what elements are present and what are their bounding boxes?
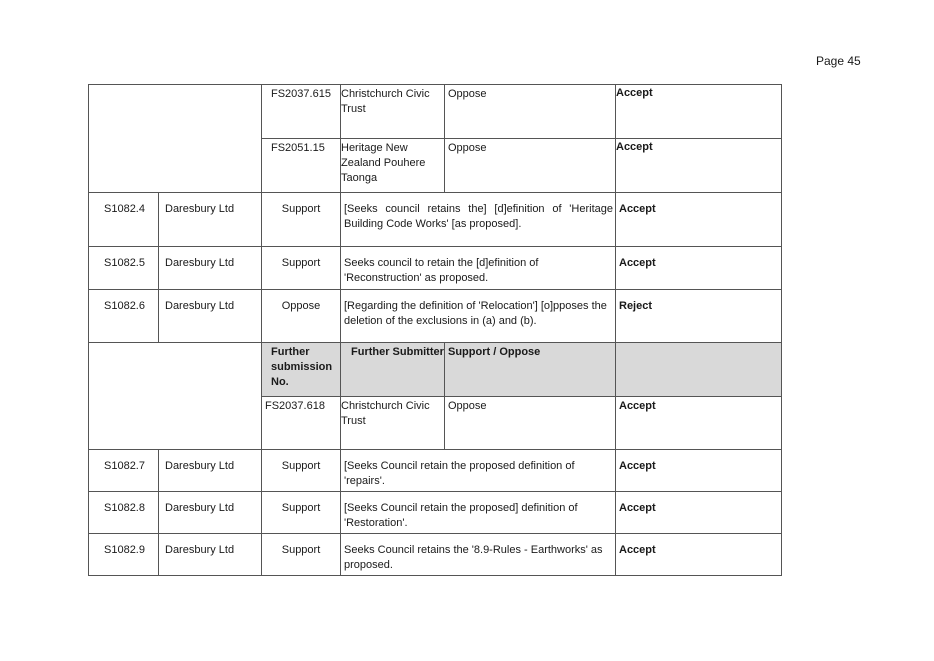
submitter-name: Daresbury Ltd	[159, 193, 262, 247]
submission-summary: [Seeks council retains the] [d]efinition of 'Heritage Building Code Works' [as proposed].	[341, 193, 616, 247]
submission-id: S1082.5	[89, 247, 159, 290]
submission-summary: Seeks council to retain the [d]efinition of 'Reconstruction' as proposed.	[341, 247, 616, 290]
decision: Accept	[616, 397, 782, 450]
header-support-oppose: Support / Oppose	[445, 343, 616, 397]
submissions-table	[88, 84, 782, 576]
submission-summary: Seeks Council retains the '8.9-Rules - Earthworks' as proposed.	[341, 534, 616, 576]
submission-id: S1082.4	[89, 193, 159, 247]
submission-position: Support	[262, 247, 341, 290]
blank-cell	[89, 343, 262, 450]
decision: Accept	[616, 450, 782, 492]
decision: Accept	[616, 492, 782, 534]
submission-row	[89, 290, 782, 343]
submission-position: Support	[262, 534, 341, 576]
submitter-name: Daresbury Ltd	[159, 534, 262, 576]
decision: Reject	[616, 290, 782, 343]
further-submission-position: Oppose	[445, 139, 616, 193]
submission-row	[89, 450, 782, 492]
page-number: Page 45	[816, 54, 861, 68]
submitter-name: Daresbury Ltd	[159, 492, 262, 534]
header-further-submitter: Further Submitter	[341, 343, 445, 397]
further-submission-position: Oppose	[445, 397, 616, 450]
further-submitter: Heritage New Zealand Pouhere Taonga	[341, 139, 445, 193]
further-submission-row	[89, 85, 782, 139]
submission-id: S1082.8	[89, 492, 159, 534]
submission-position: Oppose	[262, 290, 341, 343]
decision: Accept	[616, 534, 782, 576]
further-submission-position: Oppose	[445, 85, 616, 139]
decision: Accept	[616, 139, 782, 193]
further-submitter: Christchurch Civic Trust	[341, 85, 445, 139]
decision: Accept	[616, 193, 782, 247]
submitter-name: Daresbury Ltd	[159, 247, 262, 290]
submission-row	[89, 193, 782, 247]
submission-summary: [Seeks Council retain the proposed definition of 'repairs'.	[341, 450, 616, 492]
submission-id: S1082.7	[89, 450, 159, 492]
further-submission-number: FS2051.15	[262, 139, 341, 193]
submission-row	[89, 534, 782, 576]
submission-id: S1082.9	[89, 534, 159, 576]
decision: Accept	[616, 247, 782, 290]
submitter-name: Daresbury Ltd	[159, 290, 262, 343]
blank-cell	[89, 85, 262, 193]
submission-summary: [Seeks Council retain the proposed] definition of 'Restoration'.	[341, 492, 616, 534]
header-further-submission-no: Further submission No.	[262, 343, 341, 397]
submission-position: Support	[262, 193, 341, 247]
submission-summary: [Regarding the definition of 'Relocation'] [o]pposes the deletion of the exclusions in (a) and (b).	[341, 290, 616, 343]
further-submission-number: FS2037.615	[262, 85, 341, 139]
submission-row	[89, 247, 782, 290]
submission-position: Support	[262, 492, 341, 534]
further-submitter: Christchurch Civic Trust	[341, 397, 445, 450]
submission-id: S1082.6	[89, 290, 159, 343]
decision: Accept	[616, 85, 782, 139]
further-submission-number: FS2037.618	[262, 397, 341, 450]
submitter-name: Daresbury Ltd	[159, 450, 262, 492]
submission-position: Support	[262, 450, 341, 492]
header-blank-cell	[616, 343, 782, 397]
further-submission-header-row	[89, 343, 782, 397]
submission-row	[89, 492, 782, 534]
